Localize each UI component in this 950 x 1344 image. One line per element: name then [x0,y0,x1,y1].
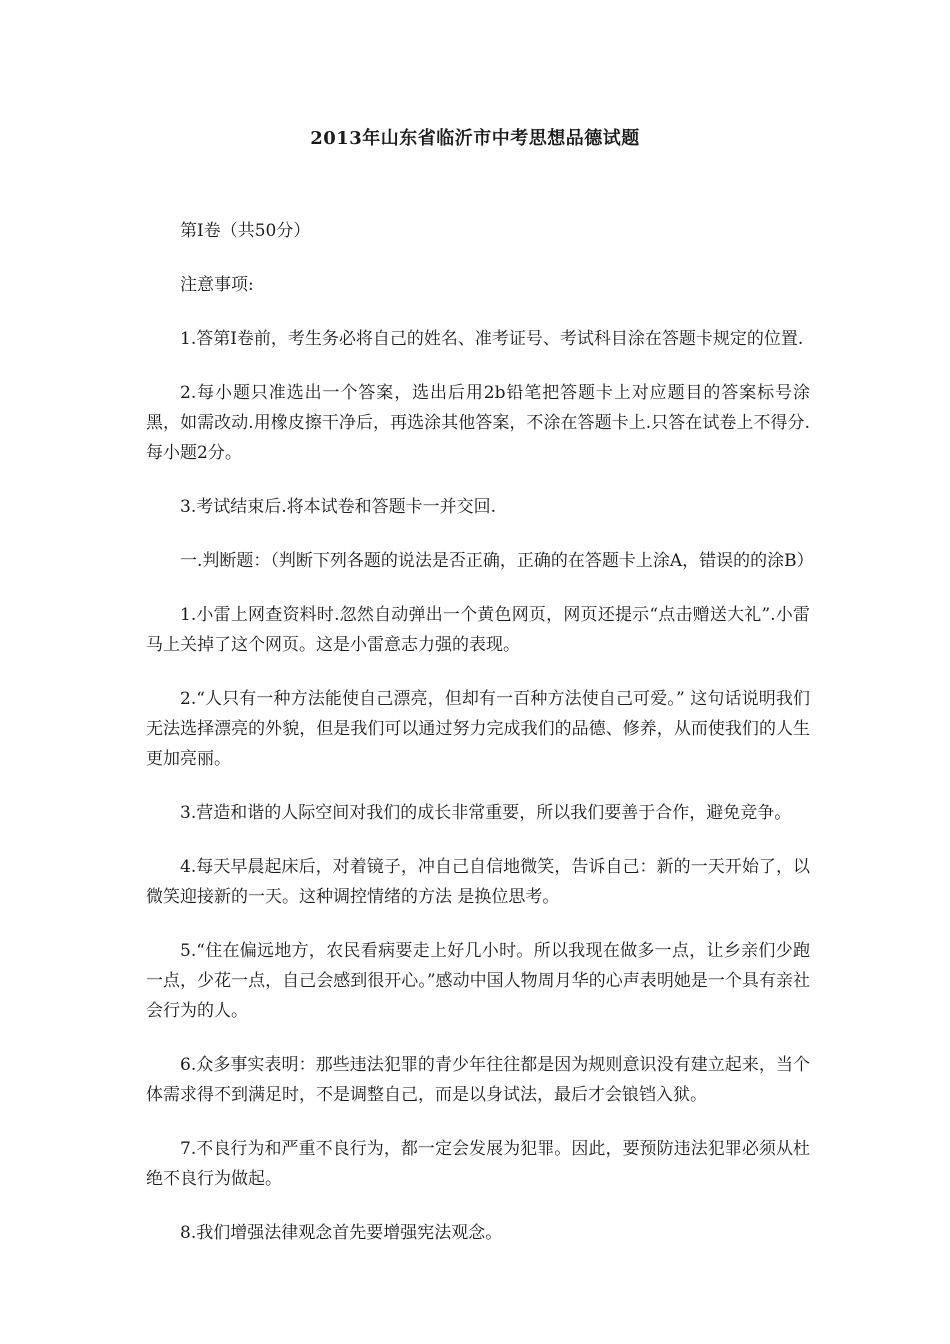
note-item: 2.每小题只准选出一个答案，选出后用2b铅笔把答题卡上对应题目的答案标号涂黑，如需改动.用橡皮擦干净后，再选涂其他答案，不涂在答题卡上.只答在试卷上不得分.每小题2分。 [146,383,810,463]
question-item: 7.不良行为和严重不良行为，都一定会发展为犯罪。因此，要预防违法犯罪必须从杜绝不良行为做起。 [146,1139,810,1189]
notes-heading: 注意事项: [180,275,254,295]
note-item: 3.考试结束后.将本试卷和答题卡一并交回. [180,497,497,517]
document-body [146,216,814,1272]
question-item: 5.“住在偏远地方，农民看病要走上好几小时。所以我现在做多一点，让乡亲们少跑一点，少花一点，自己会感到很开心。”感动中国人物周月华的心声表明她是一个具有亲社会行为的人。 [146,941,810,1021]
note-item: 1.答第Ⅰ卷前，考生务必将自己的姓名、准考证号、考试科目涂在答题卡规定的位置. [180,329,804,349]
document-title: 2013年山东省临沂市中考思想品德试题 [310,128,640,149]
question-section-heading: 一.判断题：（判断下列各题的说法是否正确，正确的在答题卡上涂A，错误的的涂B） [180,551,814,571]
question-item: 4.每天早晨起床后，对着镜子，冲自己自信地微笑，告诉自己：新的一天开始了，以微笑迎接新的一天。这种调控情绪的方法 是换位思考。 [146,857,810,907]
question-item: 3.营造和谐的人际空间对我们的成长非常重要，所以我们要善于合作，避免竞争。 [180,803,792,823]
question-item: 2.“人只有一种方法能使自己漂亮，但却有一百种方法使自己可爱。” 这句话说明我们无法选择漂亮的外貌，但是我们可以通过努力完成我们的品德、修养，从而使我们的人生更加亮丽。 [146,689,810,769]
question-item: 1.小雷上网查资料时.忽然自动弹出一个黄色网页，网页还提示“点击赠送大礼”.小雷马上关掉了这个网页。这是小雷意志力强的表现。 [146,605,810,655]
question-item: 8.我们增强法律观念首先要增强宪法观念。 [180,1223,503,1243]
exam-section-heading: 第Ⅰ卷（共50分） [180,221,311,241]
question-item: 6.众多事实表明：那些违法犯罪的青少年往往都是因为规则意识没有建立起来，当个体需求得不到满足时，不是调整自己，而是以身试法，最后才会锒铛入狱。 [146,1055,810,1105]
